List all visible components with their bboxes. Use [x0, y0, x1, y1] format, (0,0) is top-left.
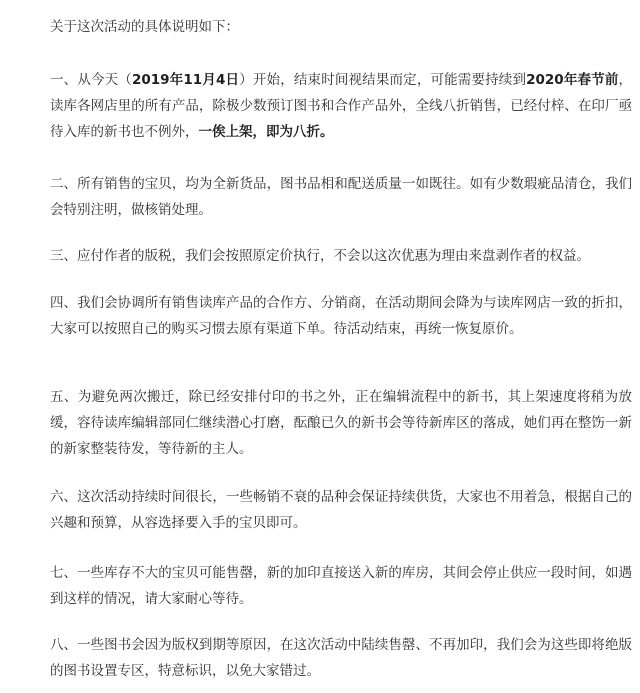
paragraph-1 — [50, 67, 632, 145]
paragraph-text: 四、我们会协调所有销售读库产品的合作方、分销商，在活动期间会降为与读库网店一致的折扣，大家可以按照自己的购买习惯去原有渠道下单。待活动结束，再统一恢复原价。 — [50, 295, 632, 337]
paragraph-7 — [50, 560, 632, 612]
paragraph-text: 六、这次活动持续时间很长，一些畅销不衰的品种会保证持续供货，大家也不用着急，根据自己的兴趣和预算，从容选择要入手的宝贝即可。 — [50, 489, 632, 531]
paragraph-4 — [50, 290, 632, 342]
paragraph-text: 五、为避免两次搬迁，除已经安排付印的书之外，正在编辑流程中的新书，其上架速度将稍为放缓，容待读库编辑部同仁继续潜心打磨，酝酿已久的新书会等待新库区的落成，她们再在整饬一新的新家整装待发，等待新的主人。 — [50, 389, 632, 457]
paragraph-8 — [50, 632, 632, 684]
paragraph-text: 三、应付作者的版税，我们会按照原定价执行，不会以这次优惠为理由来盘剥作者的权益。 — [50, 248, 590, 264]
emphasized-text: 2020年春节前 — [526, 72, 619, 88]
paragraph-text: 一、从今天（ — [50, 72, 132, 88]
paragraph-text: 二、所有销售的宝贝，均为全新货品，图书品相和配送质量一如既往。如有少数瑕疵品清仓，我们会特别注明，做核销处理。 — [50, 176, 632, 218]
paragraph-5 — [50, 384, 632, 462]
emphasized-text: 一俟上架，即为八折。 — [198, 124, 334, 140]
paragraph-text: 七、一些库存不大的宝贝可能售罄，新的加印直接送入新的库房，其间会停止供应一段时间，如遇到这样的情况，请大家耐心等待。 — [50, 565, 632, 607]
paragraph-text: 八、一些图书会因为版权到期等原因，在这次活动中陆续售罄、不再加印，我们会为这些即将绝版的图书设置专区，特意标识，以免大家错过。 — [50, 637, 632, 679]
paragraph-text: ，读库各网店里的所有产品，除极少数预订图书和合作产品外，全线八折销售，已经付梓、在印厂亟待入库的新书也不例外， — [50, 72, 633, 140]
paragraph-3 — [50, 243, 632, 269]
paragraph-text: ）开始，结束时间视结果而定，可能需要持续到 — [239, 72, 527, 88]
paragraph-2 — [50, 171, 632, 223]
paragraph-6 — [50, 484, 632, 536]
emphasized-text: 2019年11月4日 — [131, 72, 240, 88]
intro-heading: 关于这次活动的具体说明如下： — [50, 19, 239, 35]
